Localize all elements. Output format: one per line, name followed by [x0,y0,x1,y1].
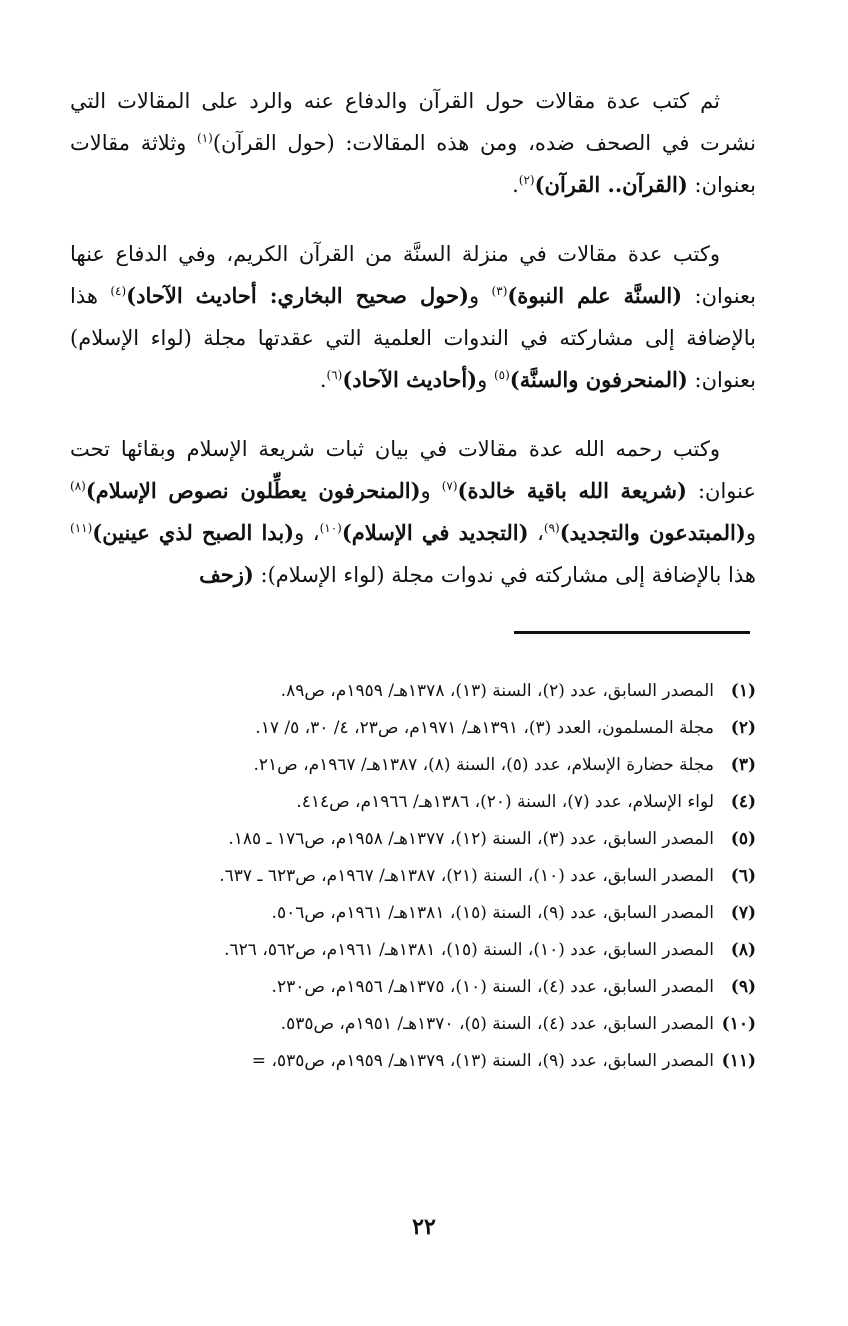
footnote-item [70,970,756,1005]
bold-title: (شريعة الله باقية خالدة) [457,478,687,503]
footnote-item [70,933,756,968]
bold-title: (القرآن.. القرآن) [534,172,688,197]
footnote-number: (٤) [730,792,756,812]
footnote-number: (١٠) [721,1014,756,1034]
footnote-item [70,711,756,746]
footnote-item [70,822,756,857]
bold-title: (المنحرفون يعطِّلون نصوص الإسلام) [85,478,421,503]
bold-title: (المبتدعون والتجديد) [559,520,746,545]
footnote-divider [514,631,750,634]
page-number: ٢٢ [412,1214,436,1240]
footnote-reference: (٢) [518,173,535,187]
bold-title: (السنَّة علم النبوة) [507,283,683,308]
text-segment: وثلاثة مقالات بعنوان: [70,131,756,197]
footnote-number: (٢) [730,718,756,738]
footnote-reference: (٦) [326,368,343,382]
text-segment: و [420,479,442,503]
footnote-text: المصدر السابق، عدد (٩)، السنة (١٥)، ١٣٨١هـ/ ١٩٦١م، ص٥٠٦. [271,903,714,923]
body-paragraph [70,80,756,206]
footnote-text: مجلة حضارة الإسلام، عدد (٥)، السنة (٨)، ١٣٨٧هـ/ ١٩٦٧م، ص٢١. [253,755,714,775]
footnote-reference: (٣) [491,284,508,298]
footnote-item [70,748,756,783]
footnote-item [70,1044,756,1079]
bold-title: (بدا الصبح لذي عينين) [92,520,295,545]
footnote-number: (٥) [730,829,756,849]
text-segment: هذا بالإضافة إلى مشاركته في ندوات مجلة (لواء الإسلام): [253,563,756,587]
footnote-number: (١١) [721,1051,756,1071]
text-segment: . [512,173,519,197]
footnote-text: المصدر السابق، عدد (٣)، السنة (١٢)، ١٣٧٧هـ/ ١٩٥٨م، ص١٧٦ ـ ١٨٥. [228,829,714,849]
bold-title: (حول صحيح البخاري: أحاديث الآحاد) [126,283,469,308]
text-segment: . [319,368,327,392]
footnote-item [70,896,756,931]
footnote-reference: (٤) [110,284,127,298]
footnote-item [70,1007,756,1042]
footnote-reference: (٩) [543,521,560,535]
text-segment: و [477,368,494,392]
bold-title: (التجديد في الإسلام) [341,520,529,545]
text-segment: هذا بالإضافة إلى مشاركته في الندوات العلمية التي عقدتها مجلة (لواء الإسلام) بعنوان: [70,284,756,392]
footnote-text: لواء الإسلام، عدد (٧)، السنة (٢٠)، ١٣٨٦هـ/ ١٩٦٦م، ص٤١٤. [296,792,714,812]
bold-title: (زحف [199,562,254,587]
footnote-item [70,785,756,820]
footnote-text: المصدر السابق، عدد (٤)، السنة (١٠)، ١٣٧٥هـ/ ١٩٥٦م، ص٢٣٠. [271,977,714,997]
footnote-number: (٧) [730,903,756,923]
footnote-number: (١) [730,681,756,701]
body-text [70,80,756,623]
footnote-text: المصدر السابق، عدد (٤)، السنة (٥)، ١٣٧٠هـ/ ١٩٥١م، ص٥٣٥. [280,1014,714,1034]
footnote-reference: (٧) [441,479,458,493]
footnote-number: (٩) [730,977,756,997]
footnote-reference: (١١) [70,521,93,535]
text-segment: وكتب عدة مقالات في منزلة السنَّة من القرآن الكريم، وفي الدفاع عنها بعنوان: [70,242,757,308]
text-segment: ، [528,521,544,545]
text-segment: و [745,521,756,545]
body-paragraph [70,233,756,401]
footnote-item [70,674,756,709]
footnote-reference: (٨) [70,479,86,493]
body-paragraph [70,428,756,596]
text-segment: ثم كتب عدة مقالات حول القرآن والدفاع عنه والرد على المقالات التي نشرت في الصحف ضده، ومن هذه المقالات: (حول القرآن) [70,89,756,155]
footnote-reference: (٥) [493,368,510,382]
footnote-reference: (١٠) [319,521,342,535]
text-segment: وكتب رحمه الله عدة مقالات في بيان ثبات شريعة الإسلام وبقائها تحت عنوان: [70,437,756,503]
bold-title: (المنحرفون والسنَّة) [509,367,688,392]
bold-title: (أحاديث الآحاد) [342,367,478,392]
footnotes [70,674,756,1081]
footnote-number: (٦) [730,866,756,886]
text-segment: ، و [294,521,320,545]
footnote-text: المصدر السابق، عدد (٢)، السنة (١٣)، ١٣٧٨هـ/ ١٩٥٩م، ص٨٩. [280,681,714,701]
footnote-text: مجلة المسلمون، العدد (٣)، ١٣٩١هـ/ ١٩٧١م، ص٢٣، ٤/ ٣٠، ٥/ ١٧. [255,718,714,738]
footnote-text: المصدر السابق، عدد (٩)، السنة (١٣)، ١٣٧٩هـ/ ١٩٥٩م، ص٥٣٥، = [251,1051,714,1071]
footnote-text: المصدر السابق، عدد (١٠)، السنة (١٥)، ١٣٨١هـ/ ١٩٦١م، ص٥٦٢، ٦٢٦. [224,940,714,960]
footnote-item [70,859,756,894]
footnote-number: (٣) [730,755,756,775]
footnote-reference: (١) [197,131,213,145]
text-segment: و [469,284,492,308]
footnote-text: المصدر السابق، عدد (١٠)، السنة (٢١)، ١٣٨٧هـ/ ١٩٦٧م، ص٦٢٣ ـ ٦٣٧. [219,866,714,886]
footnote-number: (٨) [730,940,756,960]
